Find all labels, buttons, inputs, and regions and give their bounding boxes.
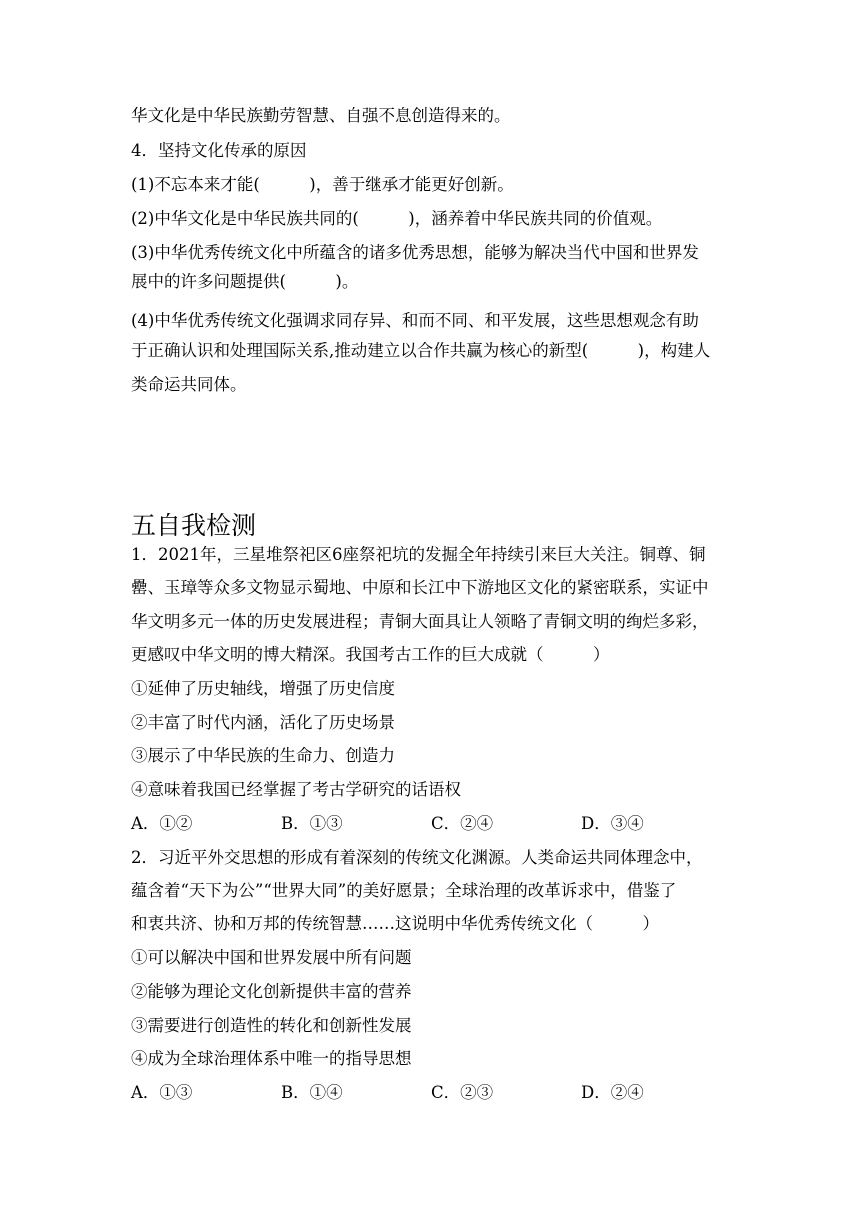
question-1-statement-3: ③展示了中华民族的生命力、创造力 [131,746,395,765]
question-1-statement-2: ②丰富了时代内涵，活化了历史场景 [131,713,395,732]
question-2-line-1: 2．习近平外交思想的形成有着深刻的传统文化渊源。人类命运共同体理念中， [131,848,703,867]
option-b[interactable]: B．①④ [281,1083,343,1102]
question-1-line-1: 1．2021年，三星堆祭祀区6座祭祀坑的发掘全年持续引来巨大关注。铜尊、铜 [131,545,706,564]
question-1-options [131,814,741,834]
option-b[interactable]: B．①③ [281,814,343,833]
question-1-statement-4: ④意味着我国已经掌握了考古学研究的话语权 [131,780,461,799]
paragraph-continuation: 华文化是中华民族勤劳智慧、自强不息创造得来的。 [131,106,511,125]
section-5-heading: 五自我检测 [131,511,257,540]
question-1-statement-1: ①延伸了历史轴线，增强了历史信度 [131,679,395,698]
option-d[interactable]: D．②④ [581,1083,644,1102]
option-a[interactable]: A．①② [131,814,193,833]
reason-1: (1)不忘本来才能( )，善于继承才能更好创新。 [131,175,514,194]
reason-4-line-1: (4)中华优秀传统文化强调求同存异、和而不同、和平发展，这些思想观念有助 [131,311,699,330]
question-2-line-2: 蕴含着“天下为公”“世界大同”的美好愿景；全球治理的改革诉求中，借鉴了 [131,881,677,900]
question-2-line-3: 和衷共济、协和万邦的传统智慧……这说明中华优秀传统文化（ ） [131,914,659,933]
question-2-statement-1: ①可以解决中国和世界发展中所有问题 [131,948,412,967]
question-2-statement-2: ②能够为理论文化创新提供丰富的营养 [131,982,412,1001]
reason-3-line-2: 展中的许多问题提供( )。 [131,272,359,291]
option-c[interactable]: C．②④ [431,814,494,833]
option-d[interactable]: D．③④ [581,814,644,833]
section-4-title: 4．坚持文化传承的原因 [131,141,307,160]
option-c[interactable]: C．②③ [431,1083,494,1102]
question-1-line-4: 更感叹中华文明的博大精深。我国考古工作的巨大成就（ ） [131,645,610,664]
question-1-line-2: 罍、玉璋等众多文物显示蜀地、中原和长江中下游地区文化的紧密联系，实证中 [131,578,709,597]
question-2-statement-3: ③需要进行创造性的转化和创新性发展 [131,1016,412,1035]
reason-4-line-3: 类命运共同体。 [131,375,247,394]
reason-4-line-2: 于正确认识和处理国际关系,推动建立以合作共赢为核心的新型( )，构建人 [131,341,711,360]
reason-2: (2)中华文化是中华民族共同的( )，涵养着中华民族共同的价值观。 [131,209,663,228]
question-1-line-3: 华文明多元一体的历史发展进程；青铜大面具让人领略了青铜文明的绚烂多彩， [131,612,709,631]
option-a[interactable]: A．①③ [131,1083,193,1102]
question-2-statement-4: ④成为全球治理体系中唯一的指导思想 [131,1049,412,1068]
reason-3-line-1: (3)中华优秀传统文化中所蕴含的诸多优秀思想，能够为解决当代中国和世界发 [131,243,699,262]
question-2-options [131,1083,741,1103]
